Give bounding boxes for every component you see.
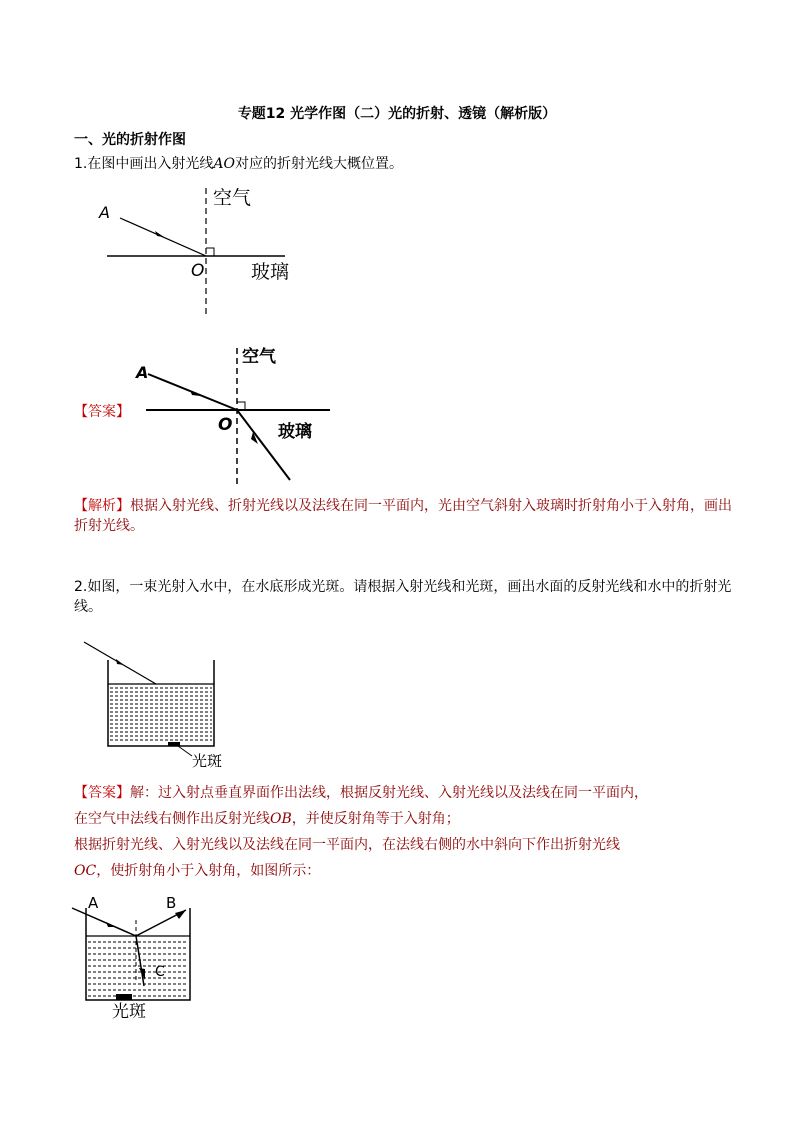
incident-arrow <box>106 922 116 927</box>
ray-arrow <box>155 231 164 237</box>
q1-figure <box>95 180 315 320</box>
incident-ray <box>120 218 206 256</box>
ray-ob: OB <box>270 811 292 827</box>
label-air: 空气 <box>242 347 276 367</box>
question-1 <box>74 154 403 174</box>
q2-answer <box>74 783 734 881</box>
q2-answer-line1 <box>74 783 734 803</box>
light-spot <box>168 742 180 746</box>
ray-oc: OC <box>74 863 97 879</box>
label-b: B <box>166 894 177 912</box>
a1-figure <box>130 340 340 490</box>
label-glass: 玻璃 <box>251 261 290 283</box>
label-air: 空气 <box>213 187 252 209</box>
q1-prefix: 1.在图中画出入射光线 <box>74 156 214 172</box>
right-angle-mark <box>206 248 214 256</box>
reflected-arrow <box>175 910 186 919</box>
water-hatching <box>110 688 212 740</box>
label-spot: 光斑 <box>112 1002 146 1022</box>
label-c: C <box>155 964 165 980</box>
q2-answer-text4: ，使折射角小于入射角，如图所示： <box>96 863 321 879</box>
a2-figure <box>66 890 216 1025</box>
label-a: A <box>99 203 110 222</box>
analysis-label: 【解析】 <box>74 498 130 514</box>
q1-analysis <box>74 496 734 536</box>
label-o: O <box>218 415 233 435</box>
refracted-ray <box>237 410 290 480</box>
q1-suffix: 对应的折射光线大概位置。 <box>234 156 403 172</box>
doc-title: 专题12 光学作图（二）光的折射、透镜（解析版） <box>237 106 557 122</box>
q2-figure <box>82 636 252 772</box>
q1-answer-label: 【答案】 <box>74 404 130 420</box>
label-a: A <box>88 894 99 912</box>
q1-ray: AO <box>213 156 235 172</box>
q2-answer-text1: 解：过入射点垂直界面作出法线，根据反射光线、入射光线以及法线在同一平面内， <box>130 785 648 801</box>
spot-pointer <box>178 746 192 756</box>
q2-answer-text2: 在空气中法线右侧作出反射光线 <box>74 811 270 827</box>
q2-answer-line4 <box>74 861 734 881</box>
label-spot: 光斑 <box>192 752 223 770</box>
label-o: O <box>191 261 205 281</box>
incident-ray <box>72 908 136 936</box>
label-a: A <box>136 363 149 382</box>
q2-answer-line2 <box>74 809 734 829</box>
container <box>108 660 214 746</box>
right-angle-mark <box>237 402 245 410</box>
question-2: 2.如图，一束光射入水中，在水底形成光斑。请根据入射光线和光斑，画出水面的反射光线和水中的折射光线。 <box>74 579 732 615</box>
q2-answer-line3: 根据折射光线、入射光线以及法线在同一平面内，在法线右侧的水中斜向下作出折射光线 <box>74 837 620 853</box>
analysis-text: 根据入射光线、折射光线以及法线在同一平面内，光由空气斜射入玻璃时折射角小于入射角，画出折射光线。 <box>74 498 732 534</box>
light-spot <box>116 994 132 1000</box>
q2-answer-text2b: ，并使反射角等于入射角； <box>291 811 460 827</box>
section-heading: 一、光的折射作图 <box>74 132 186 148</box>
label-glass: 玻璃 <box>278 422 312 442</box>
answer-label: 【答案】 <box>74 785 130 801</box>
